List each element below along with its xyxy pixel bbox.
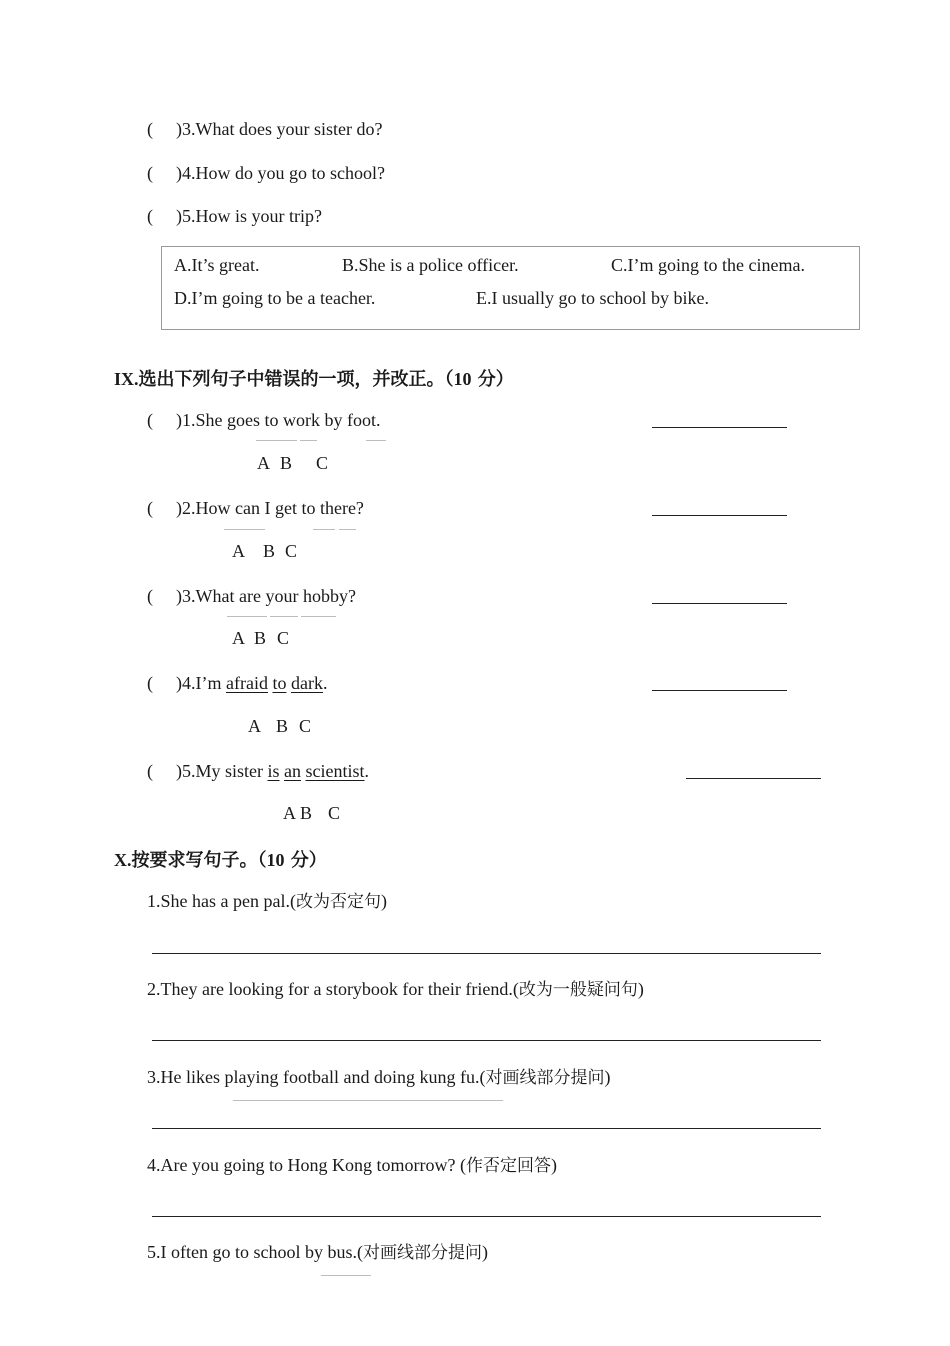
matching-item-3: [147, 118, 382, 140]
underline-b: [313, 529, 335, 530]
instruction-cn: 对画线部分提问: [485, 1068, 605, 1088]
question-text: 2.How can I get to there?: [182, 498, 364, 518]
rewrite-item-5: [147, 1241, 488, 1264]
underline-a: [224, 529, 265, 530]
option-letter-c: C: [285, 541, 298, 561]
option-letter-a: A: [283, 803, 296, 823]
correction-blank-2[interactable]: [652, 515, 787, 516]
answer-line-4[interactable]: [152, 1216, 821, 1217]
correction-blank-5[interactable]: [686, 778, 821, 779]
option-letter-a: A: [248, 716, 261, 736]
section-title-text: 选出下列句子中错误的一项，并改正。（: [138, 369, 454, 390]
close-paren: ): [176, 119, 182, 139]
option-letter-a: A: [257, 453, 270, 473]
question-suffix: .: [364, 761, 370, 781]
instruction-end: ): [380, 891, 387, 911]
option-e: E.I usually go to school by bike.: [476, 288, 709, 308]
rewrite-item-2: [147, 978, 644, 1001]
rewrite-item-1: [147, 890, 387, 913]
instruction-end: ): [481, 1242, 488, 1262]
error-question-4: ( )4.I’m afraid to dark.: [147, 673, 328, 693]
open-paren: (: [147, 163, 153, 183]
section-number: IX.: [114, 369, 139, 389]
correction-blank-3[interactable]: [652, 603, 787, 604]
question-text: 5.How is your trip?: [182, 206, 322, 226]
question-prefix: 5.My sister: [182, 761, 268, 781]
close-paren: ): [176, 163, 182, 183]
section-title-text: 按要求写句子。（: [131, 850, 267, 871]
matching-item-4: [147, 162, 385, 184]
rewrite-item-3: [147, 1066, 610, 1089]
underline-c: [339, 529, 356, 530]
underline-b: [300, 440, 317, 441]
question-suffix: .: [322, 673, 328, 693]
question-text: 4.How do you go to school?: [182, 163, 385, 183]
underlined-word-a: afraid: [226, 673, 268, 693]
option-c: C.I’m going to the cinema.: [611, 255, 805, 275]
error-question-2: ( )2.How can I get to there?: [147, 498, 364, 518]
option-letter-b: B: [280, 453, 293, 473]
option-letter-b: B: [263, 541, 276, 561]
option-d: D.I’m going to be a teacher.: [174, 288, 376, 308]
instruction-en: 5.I often go to school by bus.(: [147, 1242, 363, 1262]
error-question-1: ( )1.She goes to work by foot.: [147, 410, 381, 430]
instruction-en: 2.They are looking for a storybook for their friend.(: [147, 979, 519, 999]
section-points: 10: [266, 850, 285, 870]
question-prefix: 4.I’m: [182, 673, 226, 693]
question-text: 1.She goes to work by foot.: [182, 410, 381, 430]
section-title-end: 分）: [284, 850, 327, 871]
error-question-3: ( )3.What are your hobby?: [147, 586, 356, 606]
underlined-word-c: dark: [290, 673, 323, 693]
instruction-end: ): [637, 979, 644, 999]
open-paren: (: [147, 206, 153, 226]
option-letter-c: C: [328, 803, 341, 823]
open-paren: (: [147, 119, 153, 139]
error-question-5: ( )5.My sister is an scientist.: [147, 761, 370, 781]
close-paren: ): [176, 206, 182, 226]
instruction-en: 4.Are you going to Hong Kong tomorrow? (: [147, 1155, 466, 1175]
answer-line-1[interactable]: [152, 953, 821, 954]
option-letter-c: C: [299, 716, 312, 736]
answer-line-2[interactable]: [152, 1040, 821, 1041]
section-number: X.: [114, 850, 132, 870]
correction-blank-4[interactable]: [652, 690, 787, 691]
underlined-word-a: is: [267, 761, 280, 781]
option-letter-b: B: [254, 628, 267, 648]
instruction-en: 3.He likes playing football and doing kung fu.(: [147, 1067, 486, 1087]
underline-c: [301, 616, 336, 617]
instruction-cn: 改为一般疑问句: [518, 980, 638, 1000]
option-letter-b: B: [300, 803, 313, 823]
underline-a: [227, 616, 267, 617]
underlined-word-c: scientist: [305, 761, 365, 781]
option-letter-b: B: [276, 716, 289, 736]
answer-line-3[interactable]: [152, 1128, 821, 1129]
section-9-title: [114, 365, 514, 391]
matching-item-5: [147, 205, 322, 227]
option-letter-c: C: [277, 628, 290, 648]
instruction-en: 1.She has a pen pal.(: [147, 891, 296, 911]
underlined-word-b: to: [272, 673, 287, 693]
option-letter-c: C: [316, 453, 329, 473]
option-letter-a: A: [232, 541, 245, 561]
rewrite-item-4: [147, 1154, 557, 1177]
option-a: A.It’s great.: [174, 255, 260, 275]
underline-a: [256, 440, 297, 441]
question-text: 3.What does your sister do?: [182, 119, 383, 139]
underlined-part: [233, 1100, 503, 1101]
underline-c: [366, 440, 386, 441]
section-points: 10: [453, 369, 472, 389]
section-10-title: [114, 846, 327, 872]
instruction-cn: 作否定回答: [465, 1156, 551, 1176]
underlined-word-b: an: [284, 761, 302, 781]
instruction-end: ): [604, 1067, 611, 1087]
question-text: 3.What are your hobby?: [182, 586, 356, 606]
option-b: B.She is a police officer.: [342, 255, 519, 275]
option-letter-a: A: [232, 628, 245, 648]
section-title-end: 分）: [471, 369, 514, 390]
instruction-cn: 改为否定句: [295, 892, 381, 912]
underline-b: [270, 616, 298, 617]
instruction-cn: 对画线部分提问: [362, 1243, 482, 1263]
underlined-part: [321, 1275, 371, 1276]
correction-blank-1[interactable]: [652, 427, 787, 428]
instruction-end: ): [550, 1155, 557, 1175]
